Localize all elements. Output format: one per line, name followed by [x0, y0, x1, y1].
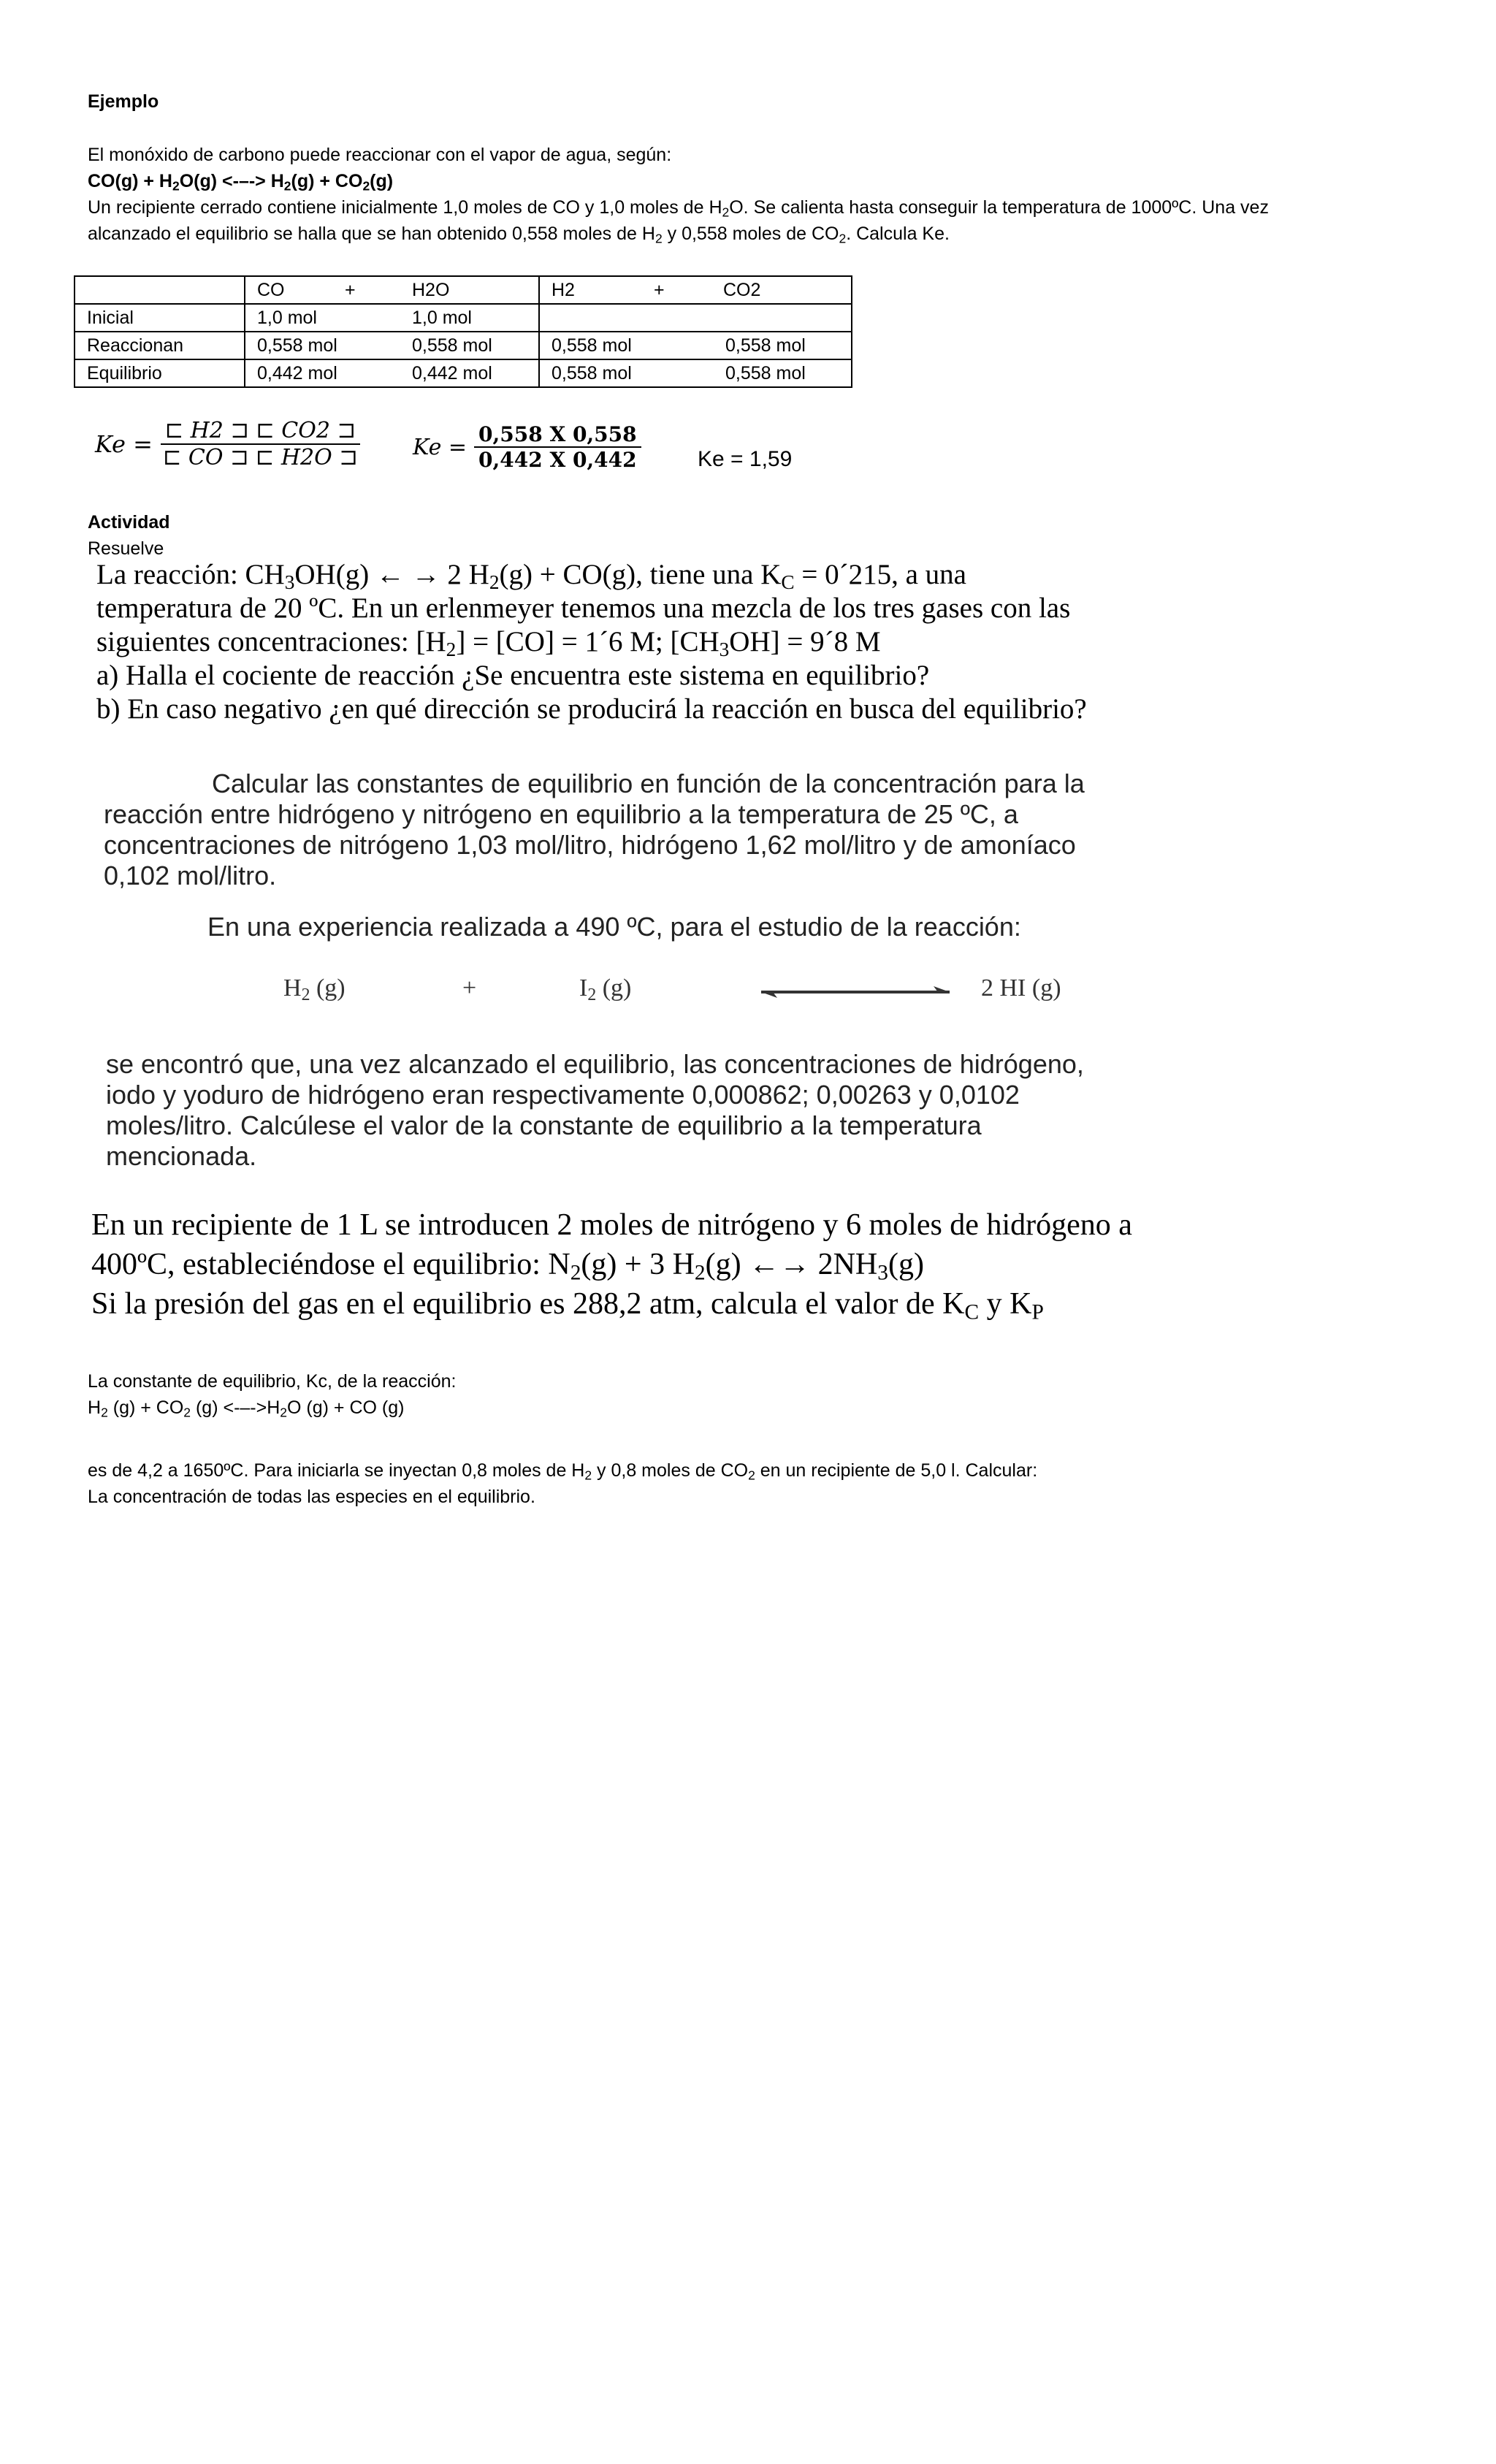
table-cell: Inicial [75, 304, 245, 332]
table-row [75, 359, 852, 387]
plus-sign: + [462, 974, 477, 1002]
exercise-1-line: a) Halla el cociente de reacción ¿Se encuentra este sistema en equilibrio? [96, 660, 930, 691]
table-cell: Reaccionan [75, 332, 245, 359]
exercise-1-line: La reacción: $CH_3OH(g)$ ← → 2 $H_2(g) + CO(g)$, tiene una $K_C$ = 0´215, a una [96, 559, 966, 593]
exercise-1-line: b) En caso negativo ¿en qué dirección se producirá la reacción en busca del equilibrio? [96, 693, 1087, 725]
exercise-2-line: Calcular las constantes de equilibrio en función de la concentración para la [212, 768, 1085, 798]
exercise-3-line: mencionada. [106, 1141, 257, 1171]
table-cell [75, 276, 245, 304]
exercise-2-line: 0,102 mol/litro. [104, 861, 277, 890]
exercise-4-line: 400ºC, estableciéndose el equilibrio: $N_2(g) + 3$ $H_2(g)$ ←→ $2NH_3(g)$ [91, 1248, 924, 1285]
exercise-1-line: siguientes concentraciones: $[H_2] = [CO]$ = 1´6 M; $[CH_3OH]$ = 9´8 M [96, 626, 881, 660]
exercise-2-line: concentraciones de nitrógeno 1,03 mol/litro, hidrógeno 1,62 mol/litro y de amoníaco [104, 830, 1076, 860]
exercise-3-line: se encontró que, una vez alcanzado el equilibrio, las concentraciones de hidrógeno, [106, 1049, 1084, 1079]
table-cell: 0,558 mol 0,558 mol [539, 359, 852, 387]
reactant-h2: $H_2$ (g) [283, 974, 346, 1004]
ejemplo-intro: El monóxido de carbono puede reaccionar con el vapor de agua, según: [88, 145, 672, 165]
table-row [75, 332, 852, 359]
table-cell [539, 304, 852, 332]
exercise-5-line3: es de 4,2 a 1650ºC. Para iniciarla se inyectan 0,8 moles de $H_2$ y 0,8 moles de $CO_2$ en un recipiente de 5,0 l. Calcular: [88, 1460, 1038, 1483]
ejemplo-problem-line1: Un recipiente cerrado contiene inicialmente 1,0 moles de CO y 1,0 moles de $H_2O$. Se calienta hasta conseguir la temperatura de 1000ºC. Una vez [88, 197, 1269, 220]
table-header-row [75, 276, 852, 304]
exercise-1 [96, 558, 1353, 726]
table-cell: 1,0 mol 1,0 mol [245, 304, 539, 332]
exercise-4-line: Si la presión del gas en el equilibrio es 288,2 atm, calcula el valor de $K_C$ y $K_P$ [91, 1287, 1044, 1324]
actividad-sub: Resuelve [88, 538, 164, 559]
ke-result: Ke = 1,59 [698, 447, 793, 471]
exercise-3-line: iodo y yoduro de hidrógeno eran respectivamente 0,000862; 0,00263 y 0,0102 [106, 1080, 1020, 1110]
equilibrium-table [74, 275, 852, 388]
table-row [75, 304, 852, 332]
reactant-i2: $I_2$ (g) [579, 974, 632, 1004]
table-cell: CO + H2O [245, 276, 539, 304]
exercise-5-reaction: $H_2$ $(g) + CO_2$ $(g) <--->H_2O$ (g) + CO (g) [88, 1397, 405, 1420]
ejemplo-reaction: $CO(g) + H_2O(g)$ <-–-> $H_2(g) + CO_2(g)$ [88, 171, 394, 194]
table-cell: 0,558 mol 0,558 mol [245, 332, 539, 359]
table-cell: 0,442 mol 0,442 mol [245, 359, 539, 387]
exercise-4 [91, 1205, 1318, 1324]
equilibrium-arrow-icon [758, 983, 955, 1001]
exercise-3-intro: En una experiencia realizada a 490 ºC, para el estudio de la reacción: [207, 912, 1021, 942]
exercise-5-line4: La concentración de todas las especies en el equilibrio. [88, 1487, 535, 1507]
exercise-3 [106, 1049, 1313, 1172]
table-cell: 0,558 mol 0,558 mol [539, 332, 852, 359]
exercise-4-line: En un recipiente de 1 L se introducen 2 moles de nitrógeno y 6 moles de hidrógeno a [91, 1208, 1132, 1242]
exercise-5-line1: La constante de equilibrio, Kc, de la reacción: [88, 1371, 457, 1392]
exercise-2 [104, 768, 1346, 891]
exercise-3-reaction [283, 974, 1175, 1012]
exercise-1-line: temperatura de 20 ºC. En un erlenmeyer tenemos una mezcla de los tres gases con las [96, 592, 1071, 624]
ke-formula-symbolic: Ke = $\frac{⊏ H2 ⊐ ⊏ CO2 ⊐}{⊏ CO ⊐ ⊏ H2O ⊐}$ [95, 418, 362, 470]
table-cell: H2 + CO2 [539, 276, 852, 304]
exercise-3-line: moles/litro. Calcúlese el valor de la constante de equilibrio a la temperatura [106, 1110, 982, 1140]
ke-formula-numeric: Ke = $\frac{0,558 X 0,558}{0,442 X 0,442}$ [413, 422, 641, 472]
table-cell: Equilibrio [75, 359, 245, 387]
ejemplo-heading: Ejemplo [88, 91, 159, 112]
actividad-heading: Actividad [88, 512, 170, 533]
exercise-2-line: reacción entre hidrógeno y nitrógeno en equilibrio a la temperatura de 25 ºC, a [104, 799, 1018, 829]
product-hi: 2 HI (g) [981, 974, 1061, 1002]
ejemplo-problem-line2: alcanzado el equilibrio se halla que se han obtenido 0,558 moles de $H_2$ y 0,558 moles de $CO_2$. Calcula Ke. [88, 224, 950, 246]
